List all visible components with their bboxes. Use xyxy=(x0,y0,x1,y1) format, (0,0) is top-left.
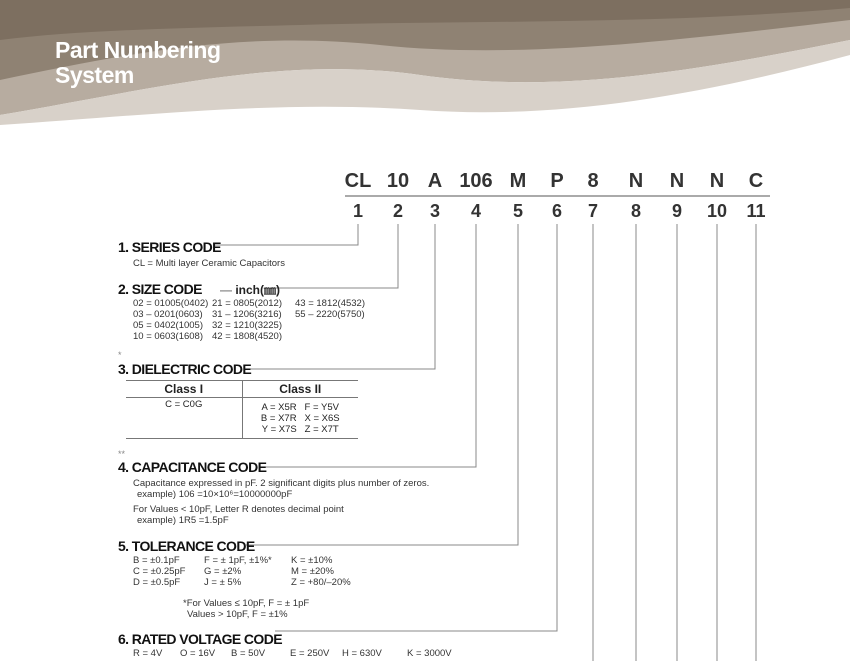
code-entry: 55 – 2220(5750) xyxy=(295,309,365,320)
tolerance-note: *For Values ≤ 10pF, F = ± 1pF xyxy=(183,598,310,609)
capacitance-line: For Values < 10pF, Letter R denotes decimal point xyxy=(133,504,344,515)
code-entry: 10 = 0603(1608) xyxy=(133,331,203,342)
position-number-1: 1 xyxy=(352,201,364,221)
class-1-value: C = C0G xyxy=(126,398,242,439)
code-entry: 03 – 0201(0603) xyxy=(133,309,203,320)
code-entry: D = ±0.5pF xyxy=(133,577,181,588)
size-code-heading: 2. SIZE CODE xyxy=(118,281,202,297)
part-code-9: N xyxy=(669,170,685,192)
capacitance-code-heading: 4. CAPACITANCE CODE xyxy=(118,459,267,475)
size-code-unit: — inch(㎜) xyxy=(220,283,281,297)
position-number-11: 11 xyxy=(746,201,766,221)
class-2-header: Class II xyxy=(279,382,322,396)
voltage-entry: K = 3000V xyxy=(407,648,452,659)
voltage-entry: E = 250V xyxy=(290,648,330,659)
capacitance-line: example) 106 =10×10⁶=10000000pF xyxy=(137,489,293,500)
voltage-entry: R = 4V xyxy=(133,648,163,659)
title-line-2: System xyxy=(55,62,134,88)
position-number-5: 5 xyxy=(512,201,524,221)
part-code-11: C xyxy=(748,170,764,192)
series-code-heading: 1. SERIES CODE xyxy=(118,239,221,255)
dielectric-code-heading: 3. DIELECTRIC CODE xyxy=(118,361,252,377)
part-code-6: P xyxy=(550,170,564,192)
position-number-7: 7 xyxy=(587,201,599,221)
part-code-4: 106 xyxy=(459,170,493,192)
code-entry: 05 = 0402(1005) xyxy=(133,320,203,331)
class-2-row: Y = X7S Z = X7T xyxy=(261,423,339,435)
capacitance-line: example) 1R5 =1.5pF xyxy=(137,515,229,526)
position-number-8: 8 xyxy=(630,201,642,221)
position-number-10: 10 xyxy=(706,201,728,221)
code-entry: 02 = 01005(0402) xyxy=(133,298,209,309)
code-entry: J = ± 5% xyxy=(204,577,242,588)
part-code-8: N xyxy=(628,170,644,192)
voltage-entry: B = 50V xyxy=(231,648,266,659)
part-code-3: A xyxy=(427,170,443,192)
part-code-7: 8 xyxy=(587,170,599,192)
class-2-row: A = X5R F = Y5V xyxy=(261,401,339,413)
part-code-1: CL xyxy=(344,170,372,192)
tolerance-code-heading: 5. TOLERANCE CODE xyxy=(118,538,255,554)
code-entry: 42 = 1808(4520) xyxy=(212,331,282,342)
code-entry: C = ±0.25pF xyxy=(133,566,186,577)
code-entry: 32 = 1210(3225) xyxy=(212,320,282,331)
part-code-10: N xyxy=(709,170,725,192)
position-number-3: 3 xyxy=(429,201,441,221)
size-unit-label: inch(㎜) xyxy=(235,283,281,297)
voltage-entry: O = 16V xyxy=(180,648,216,659)
code-entry: 43 = 1812(4532) xyxy=(295,298,365,309)
position-number-6: 6 xyxy=(551,201,563,221)
tolerance-note: Values > 10pF, F = ±1% xyxy=(187,609,288,620)
position-number-2: 2 xyxy=(392,201,404,221)
voltage-code-heading: 6. RATED VOLTAGE CODE xyxy=(118,631,282,647)
code-entry: K = ±10% xyxy=(291,555,333,566)
dielectric-marker: * xyxy=(118,350,122,360)
part-code-5: M xyxy=(509,170,527,192)
code-entry: F = ± 1pF, ±1%* xyxy=(204,555,272,566)
code-entry: G = ±2% xyxy=(204,566,242,577)
dielectric-table xyxy=(126,380,358,439)
position-number-4: 4 xyxy=(470,201,482,221)
capacitance-line: Capacitance expressed in pF. 2 significant digits plus number of zeros. xyxy=(133,478,430,489)
code-entry: Z = +80/–20% xyxy=(291,577,351,588)
capacitance-marker: ** xyxy=(118,449,126,459)
position-number-9: 9 xyxy=(671,201,683,221)
code-entry: M = ±20% xyxy=(291,566,334,577)
class-1-header: Class I xyxy=(126,381,242,398)
class-2-row: B = X7R X = X6S xyxy=(260,412,340,424)
voltage-entry: H = 630V xyxy=(342,648,382,659)
class-2-values xyxy=(242,398,358,439)
code-entry: 31 – 1206(3216) xyxy=(212,309,282,320)
series-code-text: CL = Multi layer Ceramic Capacitors xyxy=(133,258,285,269)
code-entry: B = ±0.1pF xyxy=(133,555,180,566)
title-line-1: Part Numbering xyxy=(55,37,221,63)
code-entry: 21 = 0805(2012) xyxy=(212,298,282,309)
part-code-2: 10 xyxy=(386,170,410,192)
